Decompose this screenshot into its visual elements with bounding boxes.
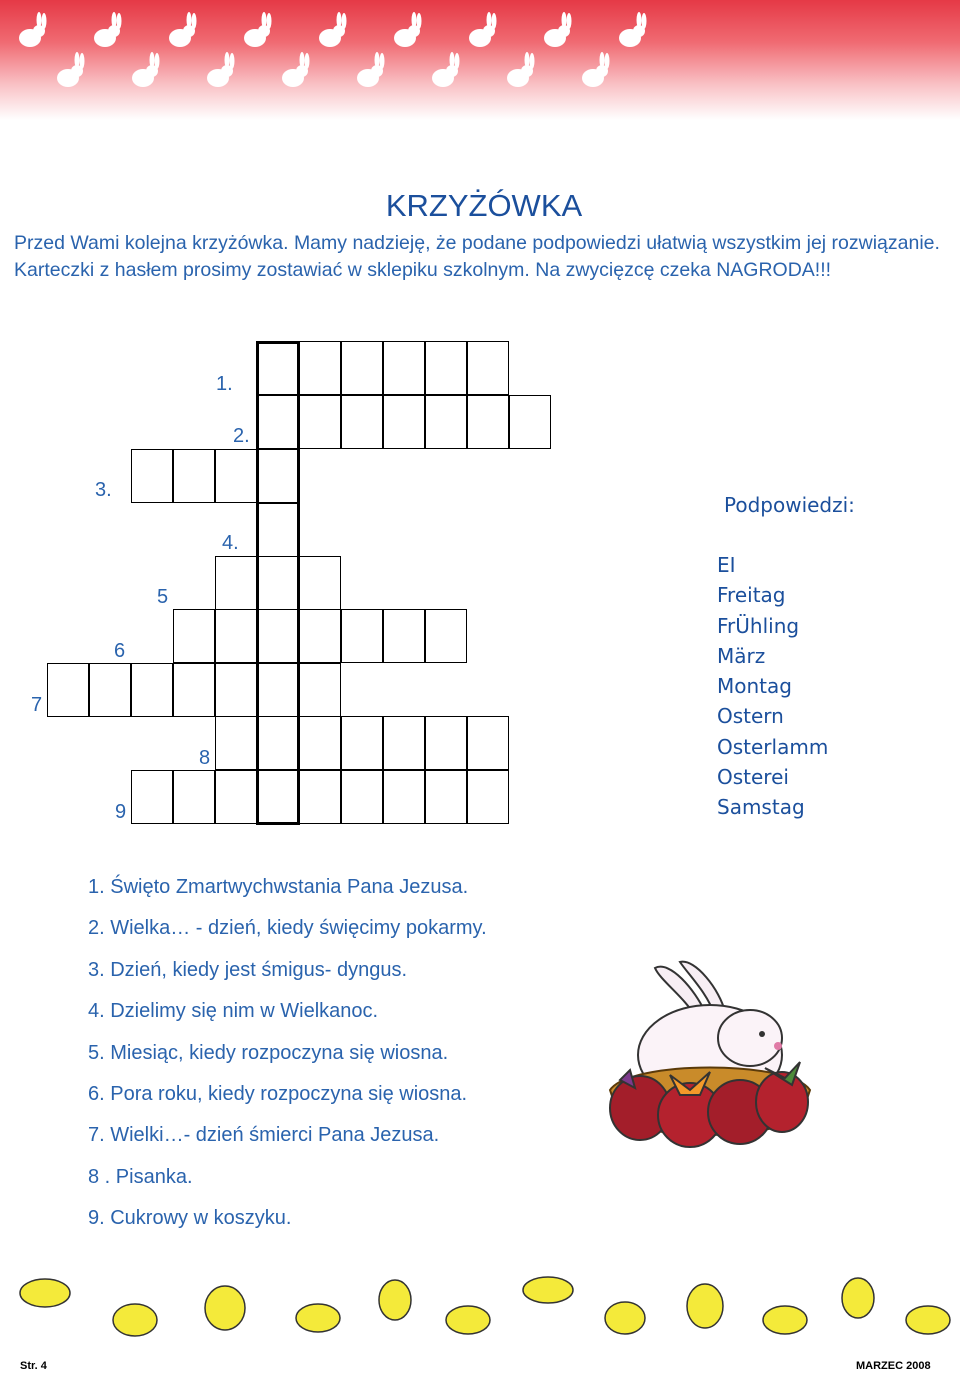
crossword-cell[interactable]: [425, 716, 467, 770]
crossword-cell[interactable]: [215, 770, 257, 824]
crossword-cell[interactable]: [257, 663, 299, 717]
bunny-row: [19, 12, 647, 87]
row-number: 2.: [233, 425, 250, 447]
crossword-cell[interactable]: [257, 770, 299, 824]
crossword-cell[interactable]: [467, 770, 509, 824]
crossword-cell[interactable]: [173, 770, 215, 824]
crossword-cell[interactable]: [341, 716, 383, 770]
crossword-cell[interactable]: [215, 556, 257, 610]
crossword-cell[interactable]: [215, 609, 257, 663]
clue-item: 1. Święto Zmartwychwstania Pana Jezusa.: [88, 876, 469, 898]
crossword-cell[interactable]: [89, 663, 131, 717]
crossword-cell[interactable]: [425, 395, 467, 449]
crossword-cell[interactable]: [299, 770, 341, 824]
crossword-cell[interactable]: [341, 395, 383, 449]
issue-date: MARZEC 2008: [856, 1360, 931, 1372]
crossword-cell[interactable]: [425, 770, 467, 824]
hint-item: Freitag: [717, 583, 786, 608]
clue-item: 2. Wielka… - dzień, kiedy święcimy pokarmy.: [88, 917, 487, 940]
intro-text: Przed Wami kolejna krzyżówka. Mamy nadzieję, że podane podpowiedzi ułatwią wszystkim jej rozwiązanie. Karteczki z hasłem prosimy zostawiać w sklepiku szkolnym. Na zwycięzcę czeka NAGRODA!!!: [14, 232, 940, 281]
crossword-cell[interactable]: [299, 556, 341, 610]
hint-item: Osterei: [717, 765, 789, 790]
crossword-cell[interactable]: [299, 663, 341, 717]
crossword-cell[interactable]: [341, 341, 383, 395]
hint-item: März: [717, 643, 766, 668]
crossword-cell[interactable]: [299, 716, 341, 770]
page-title: KRZYŻÓWKA: [385, 188, 583, 223]
row-number: 7: [31, 694, 43, 716]
crossword-cell[interactable]: [131, 663, 173, 717]
page-number: Str. 4: [20, 1360, 47, 1372]
crossword-cell[interactable]: [299, 395, 341, 449]
crossword-cell[interactable]: [257, 341, 299, 395]
crossword-cell[interactable]: [215, 716, 257, 770]
crossword-cell[interactable]: [425, 341, 467, 395]
crossword-cell[interactable]: [299, 341, 341, 395]
row-number: 5: [157, 586, 169, 608]
crossword-cell[interactable]: [131, 770, 173, 824]
crossword-cell[interactable]: [215, 663, 257, 717]
crossword-cell[interactable]: [257, 609, 299, 663]
crossword-cell[interactable]: [47, 663, 89, 717]
clue-item: 3. Dzień, kiedy jest śmigus- dyngus.: [88, 958, 408, 981]
crossword-cell[interactable]: [257, 556, 299, 610]
hint-item: Samstag: [717, 795, 805, 820]
hint-item: FrÜhling: [717, 613, 800, 638]
crossword-cell[interactable]: [131, 449, 173, 503]
hints-list: [717, 550, 828, 823]
header-band: [0, 0, 960, 120]
row-number: 1.: [216, 373, 233, 395]
crossword-cell[interactable]: [173, 609, 215, 663]
hint-item: Osterlamm: [717, 734, 829, 759]
row-number: 9: [115, 801, 127, 823]
crossword-cell[interactable]: [173, 663, 215, 717]
crossword-cell[interactable]: [383, 609, 425, 663]
hint-item: EI: [717, 553, 736, 577]
crossword-cell[interactable]: [383, 341, 425, 395]
crossword-cell[interactable]: [425, 609, 467, 663]
hint-item: Ostern: [717, 704, 784, 729]
crossword-cell[interactable]: [467, 716, 509, 770]
clue-item: 4. Dzielimy się nim w Wielkanoc.: [88, 1000, 379, 1023]
row-number: 4.: [222, 532, 239, 554]
chicks-border: [0, 1268, 960, 1358]
clue-item: 7. Wielki…- dzień śmierci Pana Jezusa.: [88, 1124, 440, 1147]
clues-list: [88, 872, 487, 1245]
hints-title: Podpowiedzi:: [724, 493, 855, 517]
crossword-cell[interactable]: [257, 503, 299, 557]
crossword-cell[interactable]: [383, 716, 425, 770]
row-number: 3.: [95, 479, 112, 501]
row-number: 8: [199, 747, 211, 769]
crossword-cell[interactable]: [467, 341, 509, 395]
clue-item: 5. Miesiąc, kiedy rozpoczyna się wiosna.: [88, 1041, 449, 1064]
hint-item: Montag: [717, 674, 792, 699]
crossword-cell[interactable]: [467, 395, 509, 449]
crossword-cell[interactable]: [299, 609, 341, 663]
clue-item: 6. Pora roku, kiedy rozpoczyna się wiosna.: [88, 1082, 468, 1105]
crossword-cell[interactable]: [341, 770, 383, 824]
clue-item: 9. Cukrowy w koszyku.: [88, 1207, 292, 1230]
bunny-pattern: [0, 0, 960, 120]
crossword-cell[interactable]: [257, 449, 299, 503]
crossword-cell[interactable]: [341, 609, 383, 663]
crossword-cell[interactable]: [509, 395, 551, 449]
row-number: 6: [114, 640, 126, 662]
clue-item: 8 . Pisanka.: [88, 1165, 193, 1188]
crossword-cell[interactable]: [257, 395, 299, 449]
crossword-cell[interactable]: [383, 395, 425, 449]
crossword-cell[interactable]: [215, 449, 257, 503]
crossword-cell[interactable]: [173, 449, 215, 503]
crossword-cell[interactable]: [383, 770, 425, 824]
easter-bunny-illustration: [600, 950, 820, 1150]
crossword-cell[interactable]: [257, 716, 299, 770]
